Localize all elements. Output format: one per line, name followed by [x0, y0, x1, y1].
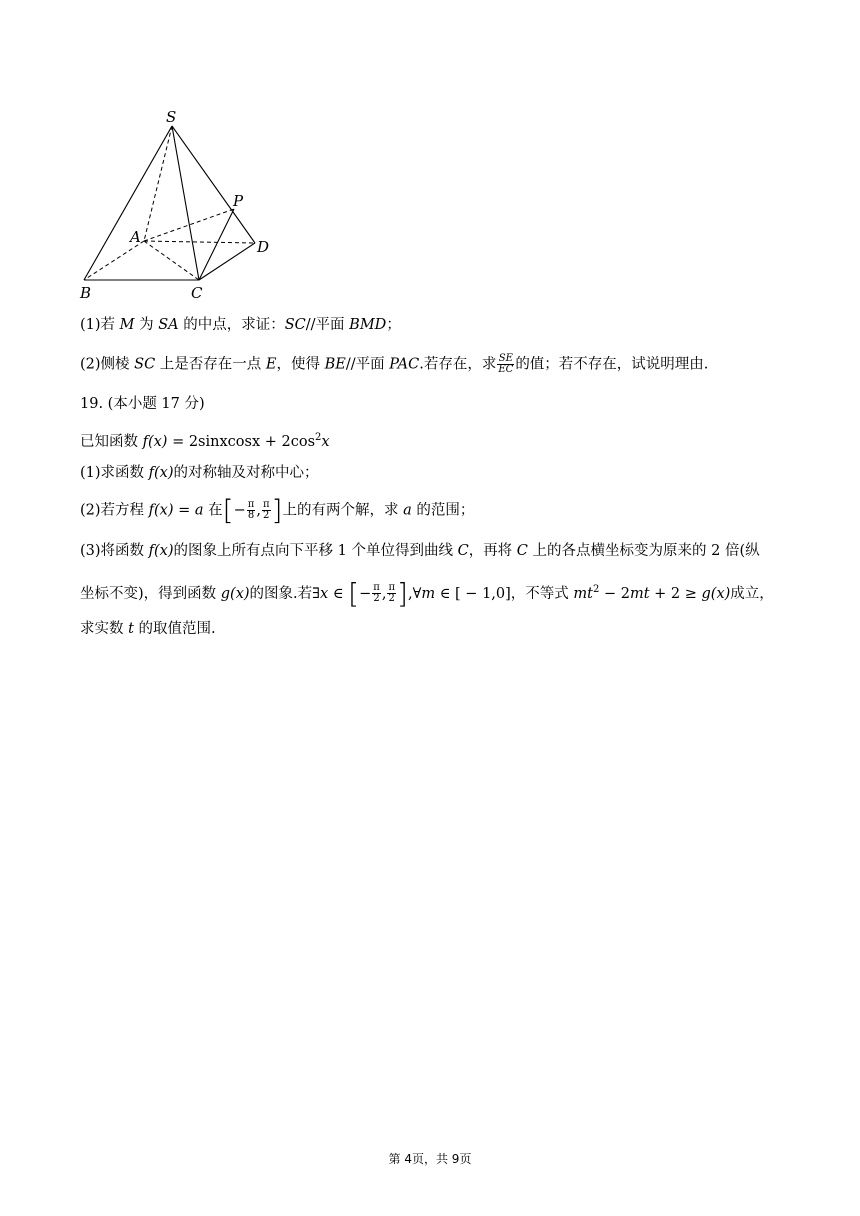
text-segment: //平面 [305, 317, 350, 333]
fraction-denominator: 8 [247, 510, 255, 521]
edge-ac [144, 241, 199, 280]
edge-sd [172, 126, 255, 243]
fraction-pi-8 [247, 500, 256, 521]
math-expr: g(x) [220, 585, 250, 602]
text-segment: 的对称轴及对称中心； [173, 465, 319, 481]
q19-part3-line3 [80, 619, 216, 639]
q19-part1 [80, 463, 319, 483]
label-s: S [166, 108, 177, 126]
text-segment: = [173, 502, 195, 519]
minus-sign: − [359, 585, 372, 602]
text-segment: 上的有两个解，求 [282, 502, 404, 519]
right-bracket: ] [271, 493, 283, 527]
fraction-numerator: π [388, 582, 396, 594]
q19-part2: (2)若方程 f(x) = a 在[− $\frac{\pi}{8}$ , $\frac{\pi}{2}$ ]上的有两个解，求 a 的范围； [80, 493, 475, 527]
math-expr: + 2 ≥ [649, 585, 702, 602]
text-segment: 成立， [730, 585, 774, 602]
math-expr: mt [629, 585, 650, 602]
text-segment: ,∀ [407, 585, 422, 602]
text-segment: 坐标不变)，得到函数 [80, 585, 221, 602]
math-var: a [403, 502, 412, 519]
math-var: C [457, 543, 469, 559]
math-var: PAC [389, 356, 420, 373]
math-var: BE [324, 356, 346, 373]
fraction-denominator: 2 [373, 593, 380, 605]
text-segment: 上的各点横坐标变为原来的 2 倍(纵 [527, 543, 760, 559]
math-exponent: 2 [315, 432, 322, 443]
math-expr: f(x) [148, 543, 174, 559]
math-var: M [119, 317, 135, 333]
text-segment: ∈ [ − 1,0]，不等式 [435, 585, 574, 602]
fraction-numerator: π [373, 582, 380, 594]
text-segment: 的值；若不存在，试说明理由. [515, 356, 709, 373]
edge-cd [199, 243, 255, 280]
minus-sign: − [233, 502, 246, 519]
math-expr: − 2 [599, 585, 630, 602]
fraction-pi-2 [372, 583, 381, 604]
q18-part1 [80, 315, 401, 335]
q19-stem [80, 428, 330, 452]
left-bracket: [ [348, 576, 360, 610]
math-var: m [421, 585, 436, 602]
math-var: x [320, 585, 329, 602]
math-var: SA [158, 317, 179, 333]
text-segment: (1)若 [80, 317, 120, 333]
math-var: BMD [349, 317, 387, 333]
label-a: A [130, 228, 141, 246]
edge-sc [172, 126, 199, 280]
math-expr: f(x) [142, 433, 168, 450]
fraction-denominator: 2 [388, 593, 395, 605]
fraction-denominator: EC [498, 364, 514, 375]
math-expr: mt [573, 585, 593, 602]
q19-header: 19. (本小题 17 分) [80, 396, 205, 412]
math-var: C [516, 543, 528, 559]
math-var: t [128, 621, 134, 637]
text-segment: ，使得 [276, 356, 325, 373]
text-segment: ，再将 [468, 543, 517, 559]
math-expr: = 2sinxcosx + 2cos [167, 433, 316, 450]
text-segment: 的图象上所有点向下平移 1 个单位得到曲线 [173, 543, 458, 559]
text-segment: ∈ [328, 585, 349, 602]
edge-sb [84, 126, 172, 280]
math-var: E [265, 356, 277, 373]
fraction-numerator: π [262, 499, 270, 510]
text-segment: 求实数 [80, 621, 129, 637]
text-segment: 上是否存在一点 [155, 356, 266, 373]
text-segment: 的中点，求证： [178, 317, 285, 333]
left-bracket: [ [222, 493, 234, 527]
math-expr: f(x) [148, 465, 174, 481]
text-segment: 的取值范围. [133, 621, 216, 637]
text-segment: (2)若方程 [80, 502, 149, 519]
text-segment: 的范围； [411, 502, 475, 519]
fraction-pi-2 [262, 500, 271, 521]
text-segment: 在 [203, 502, 223, 519]
fraction-se-ec [497, 354, 514, 375]
text-segment: (1)求函数 [80, 465, 149, 481]
label-b: B [80, 284, 92, 302]
page-footer: 第 4页，共 9页 [388, 1152, 472, 1166]
text-segment: (3)将函数 [80, 543, 149, 559]
math-exponent: 2 [592, 584, 600, 595]
edge-ab [84, 241, 144, 280]
label-p: P [233, 192, 244, 210]
math-var: a [194, 502, 204, 519]
right-bracket: ] [397, 576, 408, 610]
label-d: D [257, 238, 270, 256]
fraction-pi-2 [387, 583, 396, 604]
q18-part2 [80, 354, 708, 375]
edge-sa [144, 126, 172, 241]
pyramid-figure [72, 104, 282, 304]
text-segment: 为 [134, 317, 159, 333]
text-segment: 的图象.若∃ [249, 585, 321, 602]
fraction-denominator: 2 [263, 510, 270, 521]
label-c: C [191, 284, 203, 302]
text-segment: ； [386, 317, 401, 333]
text-segment: 已知函数 [80, 433, 143, 450]
edge-ad [144, 241, 255, 243]
fraction-numerator: π [247, 499, 255, 510]
text-segment: .若存在，求 [419, 356, 497, 373]
math-expr: g(x) [701, 585, 731, 602]
text-segment: //平面 [345, 356, 390, 373]
fraction-numerator: SE [498, 353, 513, 364]
math-var: SC [284, 317, 306, 333]
q19-part3-line2: 坐标不变)，得到函数 g(x)的图象.若∃x ∈ [− $\frac{\pi}{2}$ , $\frac{\pi}{2}$ ],∀m ∈ [ − 1,0]，不等式 $mt^2 - 2mt + 2 \ge g(x)$成立， [80, 576, 774, 610]
math-var: SC [134, 356, 156, 373]
math-expr: f(x) [148, 502, 174, 519]
math-var: x [321, 433, 330, 450]
q19-part3-line1 [80, 541, 760, 561]
text-segment: (2)侧棱 [80, 356, 135, 373]
